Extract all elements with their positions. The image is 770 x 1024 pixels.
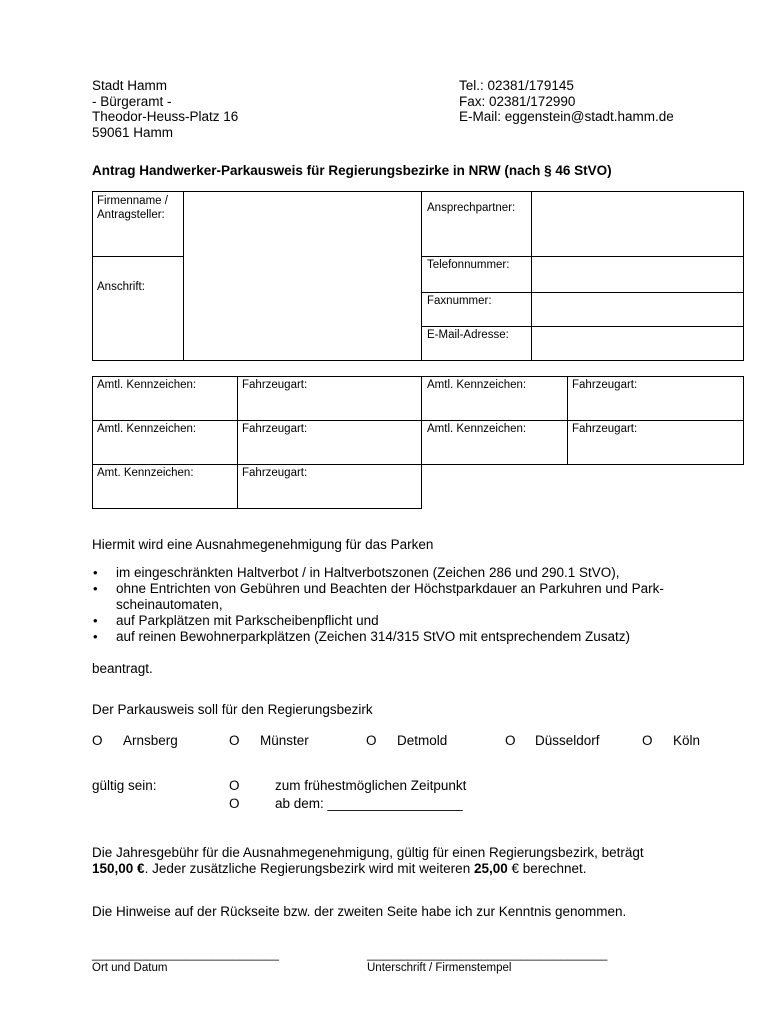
email-label: E-Mail-Adresse: xyxy=(427,329,509,341)
bullet-item: im eingeschränkten Haltverbot / in Haltverbotszonen (Zeichen 286 und 290.1 StVO), xyxy=(116,565,620,580)
company-name-input[interactable] xyxy=(186,194,418,254)
plate-label: Amtl. Kennzeichen: xyxy=(97,379,197,391)
district-intro: Der Parkausweis soll für den Regierungsbezirk xyxy=(92,702,373,717)
contact-phone: Tel.: 02381/179145 xyxy=(459,78,574,93)
table-divider xyxy=(237,376,238,509)
table-divider xyxy=(567,376,568,465)
table-divider xyxy=(421,326,744,327)
radio-earliest[interactable]: O xyxy=(229,778,240,793)
address-line-office: - Bürgeramt - xyxy=(92,93,172,109)
validity-option-date: ab dem: __________________ xyxy=(275,796,463,811)
district-label: Arnsberg xyxy=(123,733,178,748)
intro-text: Hiermit wird eine Ausnahmegenehmigung für das Parken xyxy=(92,537,434,552)
phone-label: Telefonnummer: xyxy=(427,259,510,271)
address-line-zip: 59061 Hamm xyxy=(92,124,174,140)
bullet-item: auf reinen Bewohnerparkplätzen (Zeichen 314/315 StVO mit entsprechendem Zusatz) xyxy=(116,629,631,644)
sender-address xyxy=(92,78,238,140)
district-label: Münster xyxy=(260,733,309,748)
email-input[interactable] xyxy=(534,329,741,358)
bullet-dot: • xyxy=(93,629,98,644)
address-line-street: Theodor-Heuss-Platz 16 xyxy=(92,109,239,124)
table-divider xyxy=(183,191,184,361)
company-label-line1: Firmenname / xyxy=(97,195,168,207)
plate-label: Amtl. Kennzeichen: xyxy=(427,379,527,391)
company-label xyxy=(97,195,168,222)
company-label-line2: Antragsteller: xyxy=(97,208,165,221)
radio-muenster[interactable]: O xyxy=(229,733,240,748)
contact-person-label: Ansprechpartner: xyxy=(427,202,516,214)
vehicle-type-label: Fahrzeugart: xyxy=(572,379,638,391)
notice-text: Die Hinweise auf der Rückseite bzw. der zweiten Seite habe ich zur Kenntnis genommen. xyxy=(92,904,627,919)
radio-from-date[interactable]: O xyxy=(229,796,240,811)
radio-duesseldorf[interactable]: O xyxy=(505,733,516,748)
contact-person-input[interactable] xyxy=(534,194,741,254)
vehicle-type-label: Fahrzeugart: xyxy=(242,423,308,435)
bullet-item-continuation: scheinautomaten, xyxy=(116,597,223,612)
address-line-city: Stadt Hamm xyxy=(92,78,168,93)
fax-label: Faxnummer: xyxy=(427,295,492,307)
district-label: Köln xyxy=(673,733,701,748)
vehicle-type-label: Fahrzeugart: xyxy=(242,467,308,479)
validity-option-earliest: zum frühestmöglichen Zeitpunkt xyxy=(275,778,467,793)
bullet-item: auf Parkplätzen mit Parkscheibenpflicht und xyxy=(116,613,379,628)
signature-line-place-date[interactable]: ____________________________ xyxy=(92,947,279,961)
table-divider xyxy=(421,256,744,257)
radio-koeln[interactable]: O xyxy=(642,733,653,748)
vehicle-type-label: Fahrzeugart: xyxy=(572,423,638,435)
contact-info xyxy=(459,78,674,125)
fee-text-line1: Die Jahresgebühr für die Ausnahmegenehmigung, gültig für einen Regierungsbezirk, beträgt xyxy=(92,845,644,860)
address-label: Anschrift: xyxy=(97,281,145,293)
fee-amount-base: 150,00 € xyxy=(92,861,145,876)
bullet-dot: • xyxy=(93,565,98,580)
bullet-dot: • xyxy=(93,581,98,596)
place-date-label: Ort und Datum xyxy=(92,962,168,974)
contact-email[interactable]: E-Mail: eggenstein@stadt.hamm.de xyxy=(459,109,674,124)
table-divider xyxy=(421,376,422,465)
signature-stamp-label: Unterschrift / Firmenstempel xyxy=(367,962,512,974)
bullet-item: ohne Entrichten von Gebühren und Beachten der Höchstparkdauer an Parkuhren und Park- xyxy=(116,581,664,596)
signature-line-signature[interactable]: ____________________________________ xyxy=(367,947,608,961)
district-label: Düsseldorf xyxy=(535,733,600,748)
table-divider xyxy=(421,191,422,361)
beantragt-text: beantragt. xyxy=(92,661,153,676)
bullet-dot: • xyxy=(93,613,98,628)
fee-text-end: € berechnet. xyxy=(507,861,587,876)
address-input[interactable] xyxy=(186,259,418,358)
phone-input[interactable] xyxy=(534,259,741,290)
vehicle-type-label: Fahrzeugart: xyxy=(242,379,308,391)
district-label: Detmold xyxy=(397,733,448,748)
fee-text-mid: . Jeder zusätzliche Regierungsbezirk wird mit weiteren xyxy=(144,861,474,876)
table-divider xyxy=(421,292,744,293)
table-divider xyxy=(92,420,744,421)
form-title: Antrag Handwerker-Parkausweis für Regierungsbezirke in NRW (nach § 46 StVO) xyxy=(92,163,612,178)
table-divider xyxy=(531,191,532,361)
contact-fax: Fax: 02381/172990 xyxy=(459,93,576,109)
table-divider xyxy=(92,256,184,257)
fee-amount-extra: 25,00 xyxy=(473,861,508,876)
fee-text-line2 xyxy=(92,861,587,877)
fax-input[interactable] xyxy=(534,295,741,324)
radio-arnsberg[interactable]: O xyxy=(92,733,103,748)
plate-label: Amtl. Kennzeichen: xyxy=(427,423,527,435)
radio-detmold[interactable]: O xyxy=(366,733,377,748)
validity-label: gültig sein: xyxy=(92,778,157,793)
plate-label: Amtl. Kennzeichen: xyxy=(97,423,197,435)
plate-label: Amt. Kennzeichen: xyxy=(97,467,194,479)
